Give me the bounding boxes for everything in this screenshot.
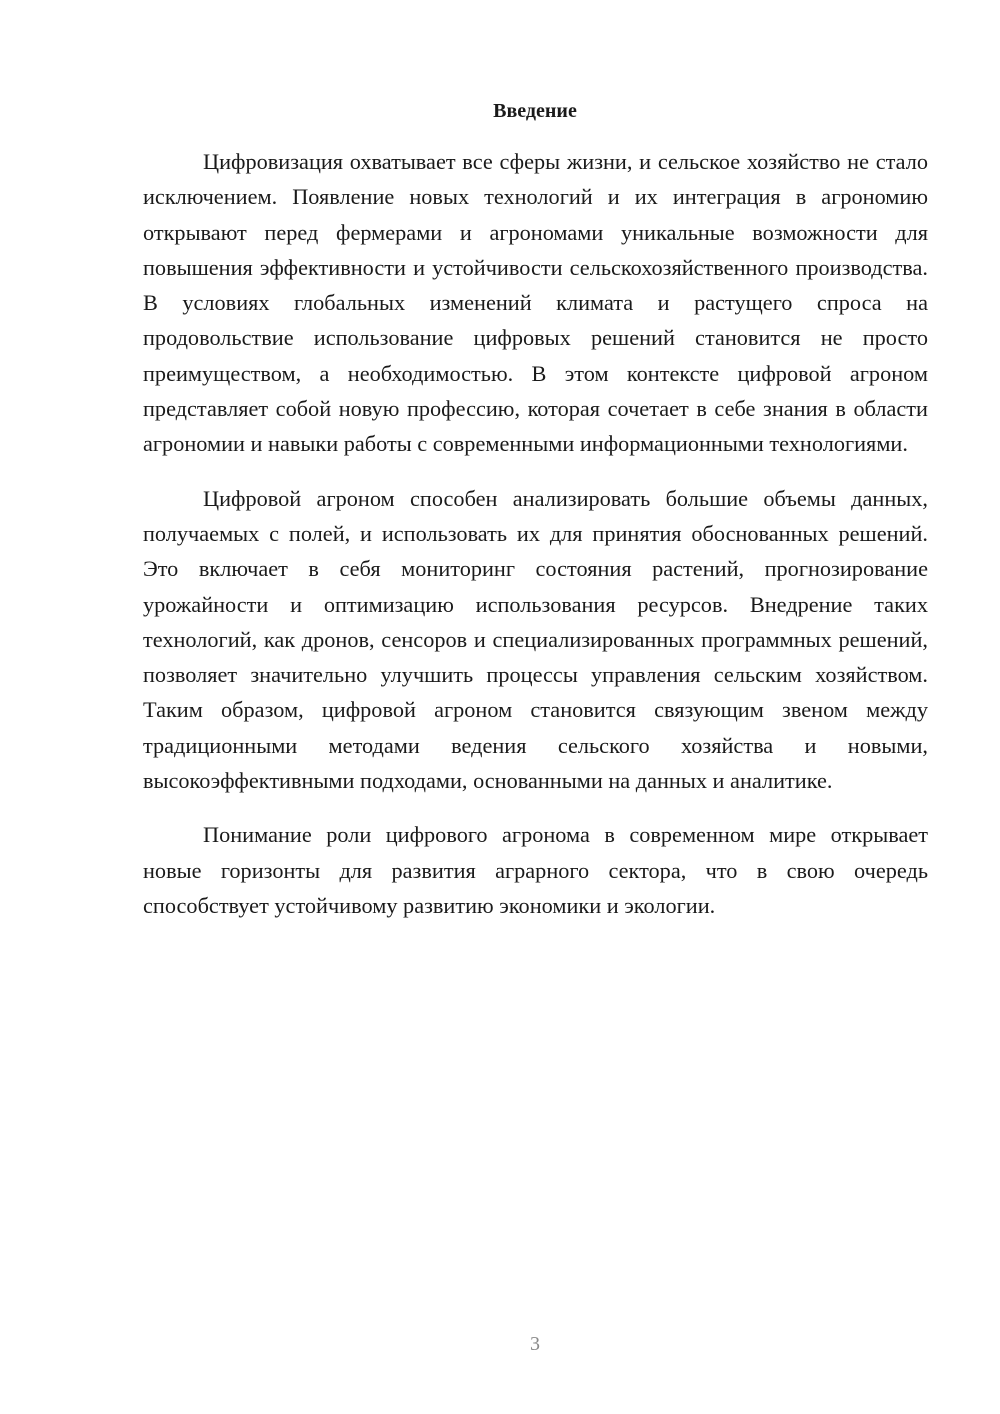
paragraph-2: Цифровой агроном способен анализировать большие объемы данных, получаемых с полей, и использовать их для принятия обоснованных решений. Это включает в себя мониторинг состояния растений, прогнозирование урожайности и оптимизацию использования ресурсов. Внедрение таких технологий, как дронов, сенсоров и специализированных программных решений, позволяет значительно улучшить процессы управления сельским хозяйством. Таким образом, цифровой агроном становится связующим звеном между традиционными методами ведения сельского хозяйства и новыми, высокоэффективными подходами, основанными на данных и аналитике. — [143, 485, 928, 794]
page-number: 3 — [530, 1333, 540, 1355]
paragraph-1: Цифровизация охватывает все сферы жизни, и сельское хозяйство не стало исключением. Появление новых технологий и их интеграция в агрономию открывают перед фермерами и агрономами уникальные возможности для повышения эффективности и устойчивости сельскохозяйственного производства. В условиях глобальных изменений климата и растущего спроса на продовольствие использование цифровых решений становится не просто преимуществом, а необходимостью. В этом контексте цифровой агроном представляет собой новую профессию, которая сочетает в себе знания в области агрономии и навыки работы с современными информационными технологиями. — [143, 149, 928, 457]
body-text — [143, 144, 928, 942]
paragraph-3: Понимание роли цифрового агронома в современном мире открывает новые горизонты для развития аграрного сектора, что в свою очередь способствует устойчивому развитию экономики и экологии. — [143, 822, 928, 918]
section-heading: Введение — [493, 100, 577, 122]
